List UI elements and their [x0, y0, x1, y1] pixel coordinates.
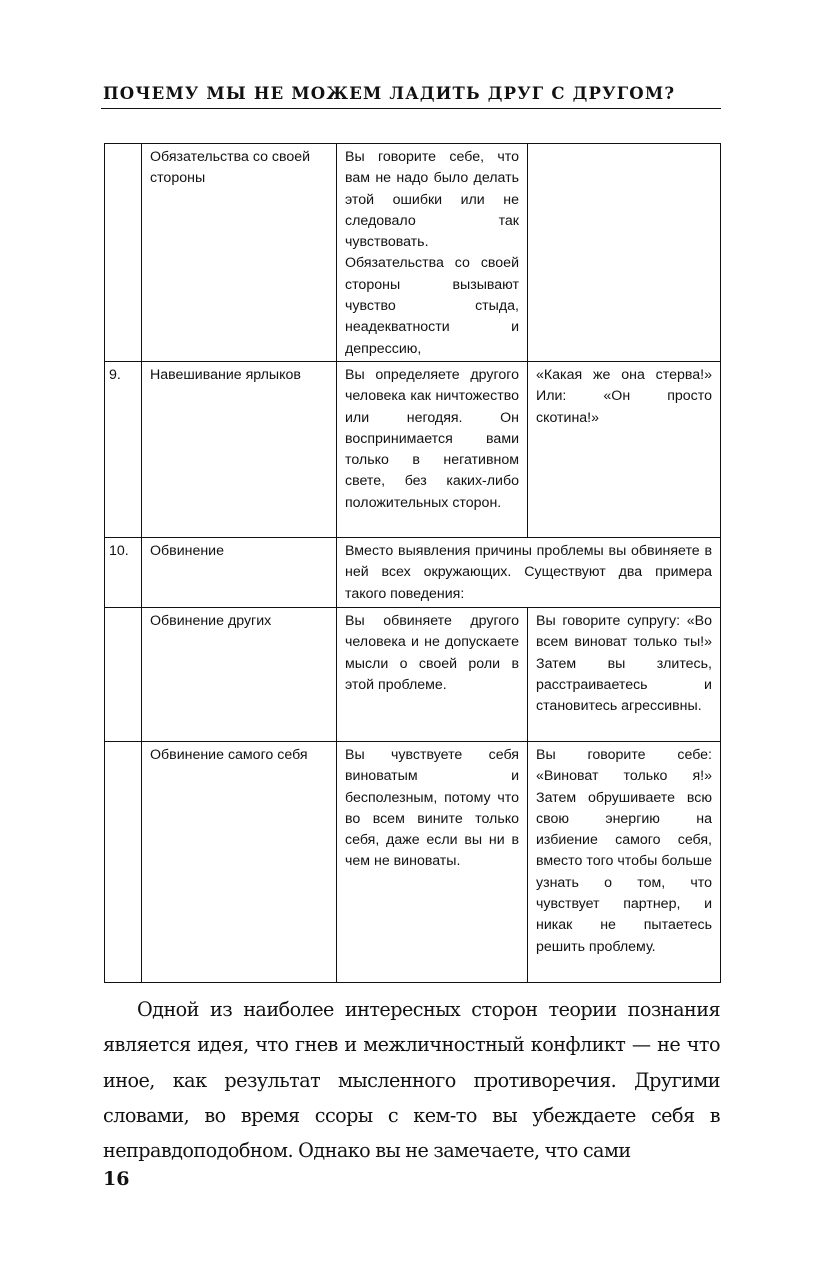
distortion-name: Обвинение других: [142, 607, 337, 741]
distortion-name: Обвинение: [142, 537, 337, 607]
body-paragraph: Одной из наиболее интересных сторон теории познания является идея, что гнев и межличностный конфликт — не что иное, как результат мысленного противоречия. Другими словами, во время ссоры с кем-то вы убеждаете себя в неправдоподобном. Однако вы не замечаете, что сами: [103, 998, 720, 1163]
distortion-name: Обязательства со своей стороны: [142, 144, 337, 362]
table-row: [105, 607, 721, 741]
row-number: [105, 607, 142, 741]
table-row: [105, 537, 721, 607]
header-rule: [101, 108, 721, 109]
row-number: [105, 144, 142, 362]
distortion-name: Обвинение самого себя: [142, 741, 337, 982]
table-row: [105, 741, 721, 982]
distortion-example: Вы говорите супругу: «Во всем виноват только ты!» Затем вы злитесь, расстраиваетесь и становитесь агрессивны.: [528, 607, 721, 741]
body-text: [103, 992, 720, 1168]
distortion-example: [528, 144, 721, 362]
row-number: 10.: [105, 537, 142, 607]
table-row: [105, 361, 721, 537]
table-row: [105, 144, 721, 362]
distortion-description: Вы обвиняете другого человека и не допускаете мысли о своей роли в этой проблеме.: [337, 607, 528, 741]
row-number: [105, 741, 142, 982]
cognitive-distortions-table: [104, 143, 721, 983]
running-head: ПОЧЕМУ МЫ НЕ МОЖЕМ ЛАДИТЬ ДРУГ С ДРУГОМ?: [103, 84, 676, 103]
distortion-example: «Какая же она стерва!» Или: «Он просто скотина!»: [528, 361, 721, 537]
distortion-description: Вы говорите себе, что вам не надо было делать этой ошибки или не следовало так чувствовать. Обязательства со своей стороны вызывают чувство стыда, неадекватности и депрессию,: [337, 144, 528, 362]
distortion-description: Вы определяете другого человека как ничтожество или негодяя. Он воспринимается вами только в негативном свете, без каких-либо положительных сторон.: [337, 361, 528, 537]
page-number: 16: [103, 1168, 130, 1190]
distortion-description: Вместо выявления причины проблемы вы обвиняете в ней всех окружающих. Существуют два примера такого поведения:: [337, 537, 721, 607]
distortion-name: Навешивание ярлыков: [142, 361, 337, 537]
row-number: 9.: [105, 361, 142, 537]
distortion-example: Вы говорите себе: «Виноват только я!» Затем обрушиваете всю свою энергию на избиение самого себя, вместо того чтобы больше узнать о том, что чувствует партнер, и никак не пытаетесь решить проблему.: [528, 741, 721, 982]
distortion-description: Вы чувствуете себя виноватым и бесполезным, потому что во всем вините только себя, даже если вы ни в чем не виноваты.: [337, 741, 528, 982]
